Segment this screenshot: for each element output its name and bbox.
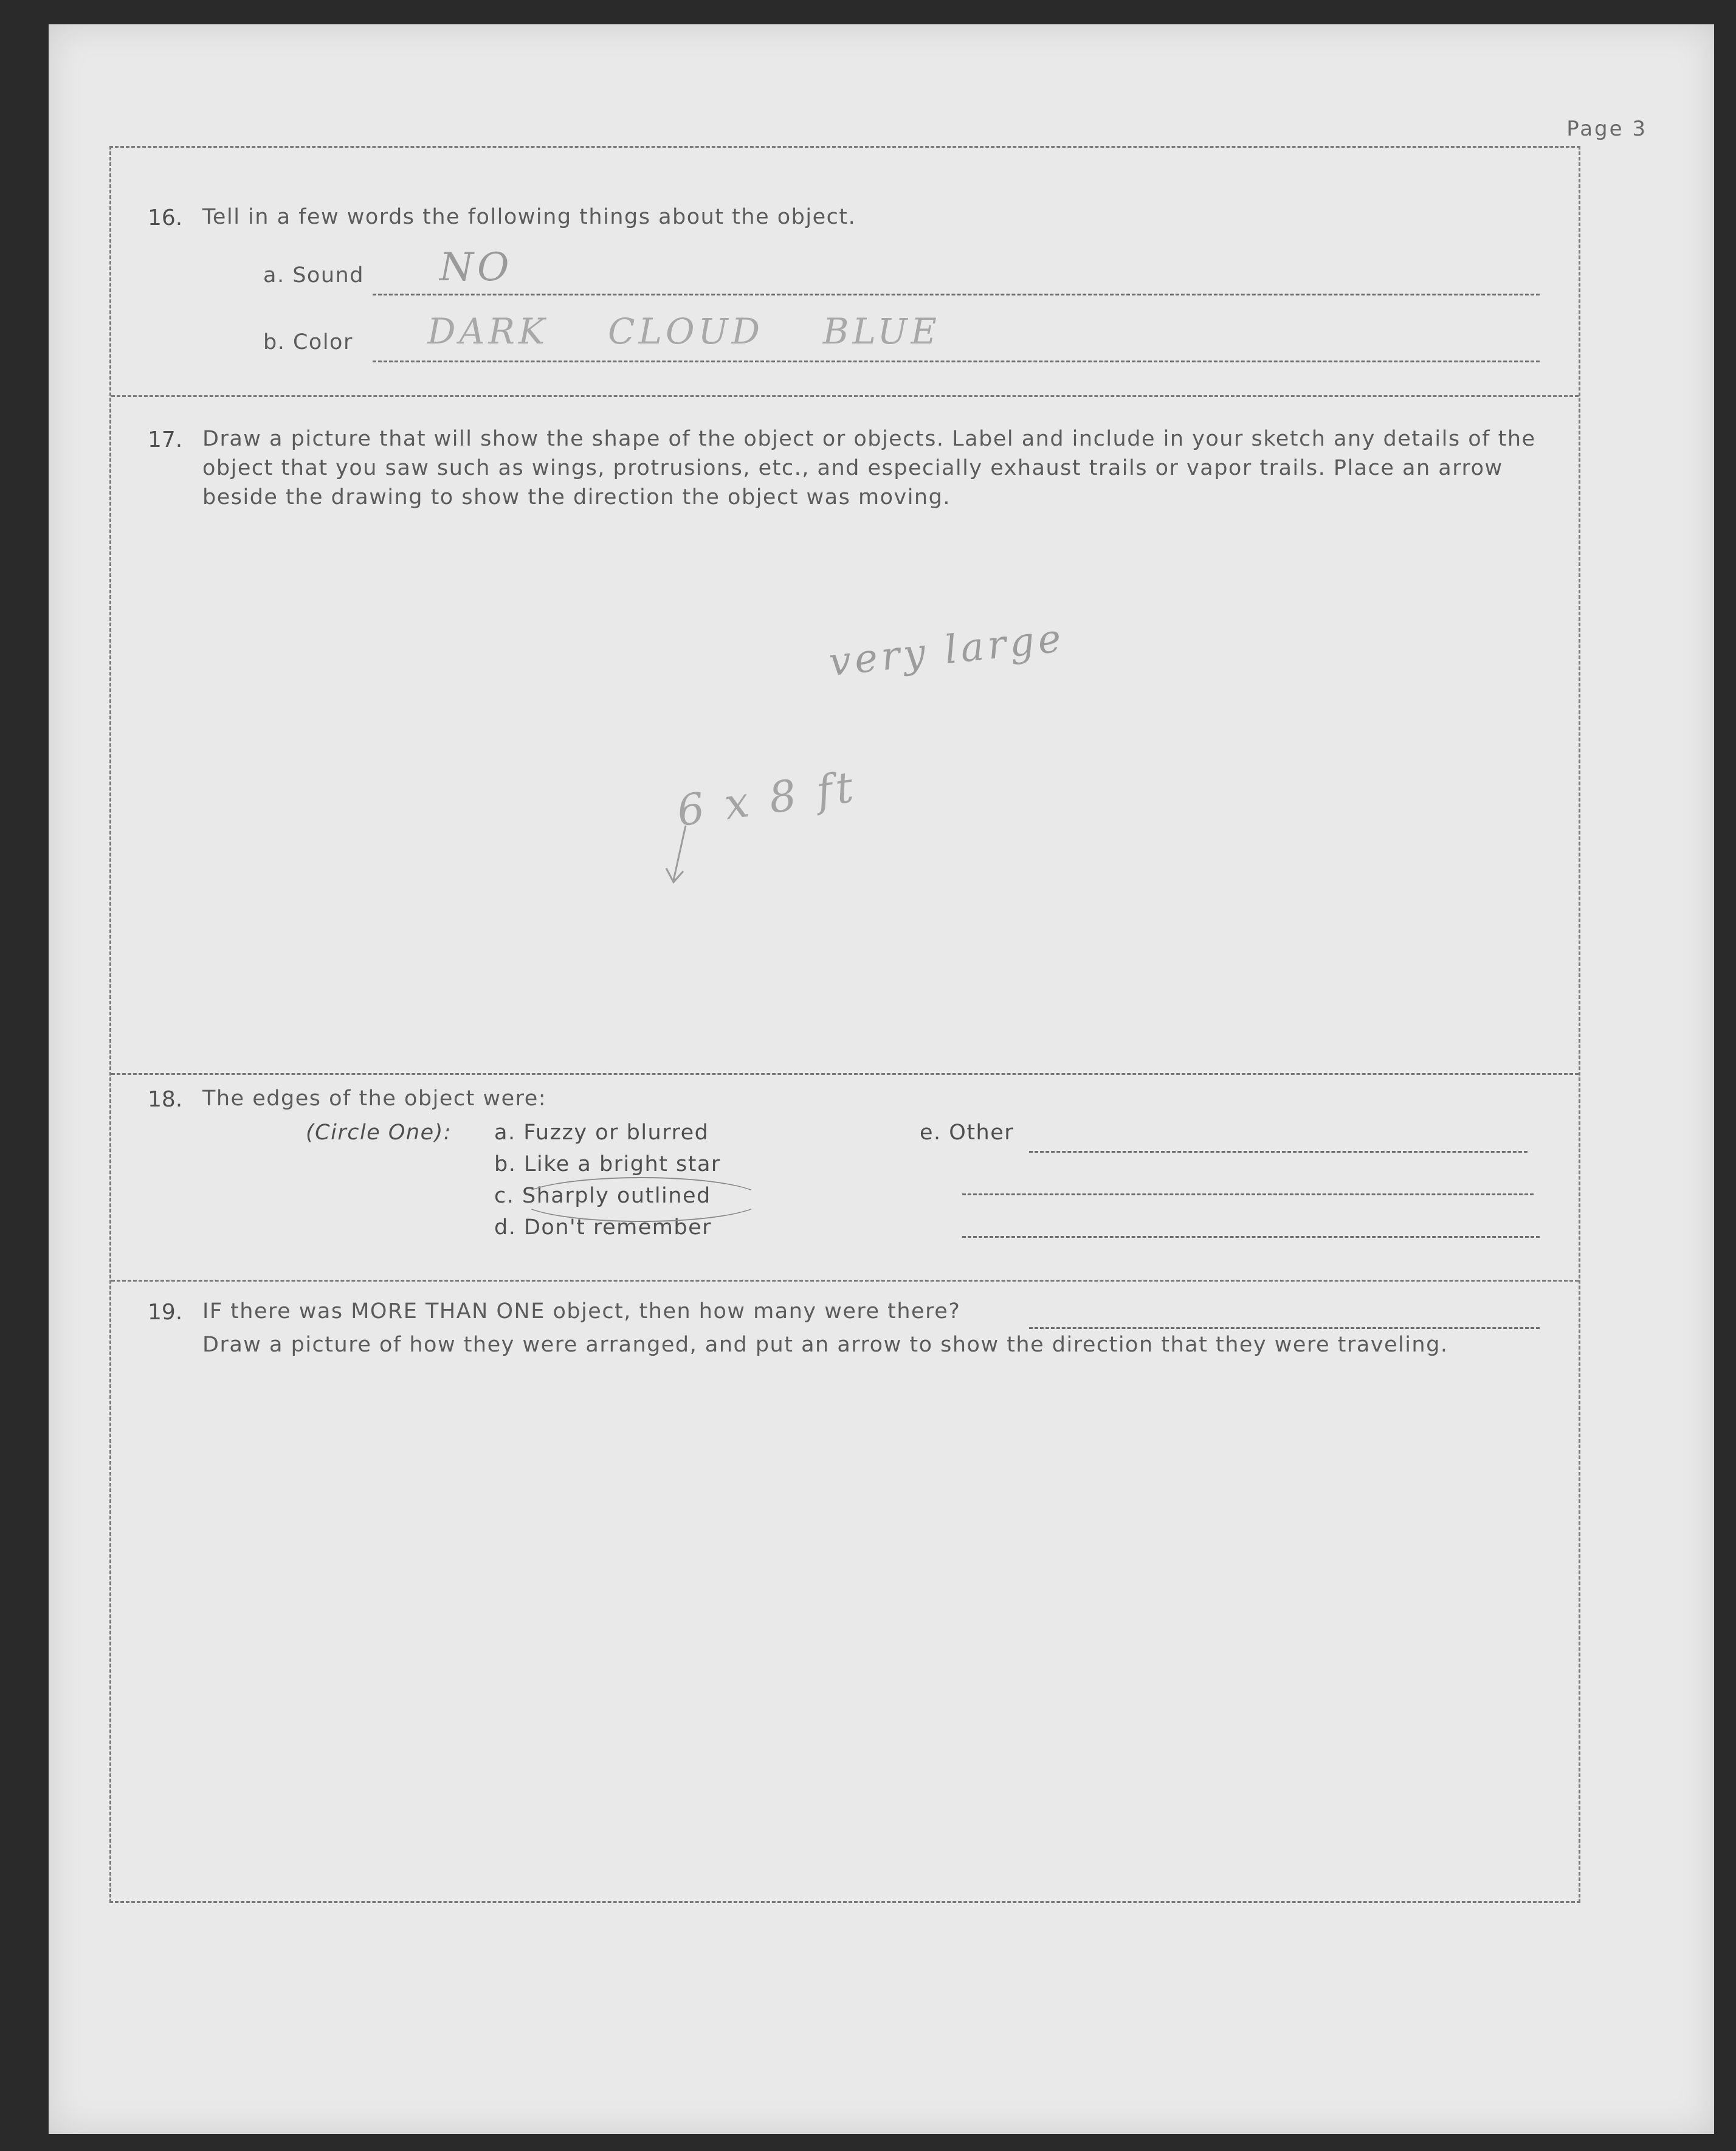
question-18: [111, 1075, 1579, 1282]
q18-number: 18.: [148, 1087, 183, 1112]
q16-text: Tell in a few words the following things about the object.: [202, 205, 856, 229]
handwriting-dimensions: 6 x 8 ft: [673, 761, 860, 837]
q18-text: The edges of the object were:: [202, 1086, 547, 1111]
form-sheet: [49, 24, 1714, 2134]
option-other-label: e. Other: [920, 1120, 1014, 1145]
page-number: Page 3: [1566, 117, 1647, 141]
option-fuzzy[interactable]: a. Fuzzy or blurred: [494, 1120, 709, 1145]
question-16: [111, 148, 1579, 397]
q17-text: Draw a picture that will show the shape of the object or objects. Label and include in your sketch any details of the object that you saw such as wings, protrusions, etc., and especially exhaust trails or vapor trails. Place an arrow beside the drawing to show the direction the object was moving.: [202, 427, 1536, 509]
handwriting-very-large: very large: [827, 615, 1067, 686]
question-19: [111, 1282, 1579, 1905]
sound-line[interactable]: [373, 294, 1540, 295]
object-count-line[interactable]: [1029, 1327, 1540, 1329]
option-bright-star[interactable]: b. Like a bright star: [494, 1152, 721, 1176]
other-line-3[interactable]: [962, 1236, 1540, 1238]
questionnaire-form: [109, 146, 1580, 1903]
other-line-1[interactable]: [1029, 1151, 1528, 1153]
q17-number: 17.: [148, 427, 183, 452]
q19-text-line2: Draw a picture of how they were arranged, and put an arrow to show the direction that they were traveling.: [202, 1333, 1448, 1357]
option-sharply-outlined[interactable]: c. Sharply outlined: [494, 1184, 711, 1208]
selection-circle: [518, 1177, 764, 1222]
q19-number: 19.: [148, 1300, 183, 1325]
color-label: b. Color: [263, 330, 353, 354]
circle-one-label: (Circle One):: [306, 1120, 452, 1145]
color-line[interactable]: [373, 361, 1540, 362]
option-dont-remember[interactable]: d. Don't remember: [494, 1215, 712, 1240]
arrow-down-icon: [661, 823, 698, 889]
color-answer: DARK CLOUD BLUE: [427, 311, 940, 352]
q19-text-line1: IF there was MORE THAN ONE object, then how many were there?: [202, 1299, 961, 1324]
sound-answer: NO: [439, 245, 513, 290]
q16-number: 16.: [148, 205, 183, 230]
sound-label: a. Sound: [263, 263, 364, 288]
other-line-2[interactable]: [962, 1193, 1534, 1195]
question-17: [111, 397, 1579, 1075]
